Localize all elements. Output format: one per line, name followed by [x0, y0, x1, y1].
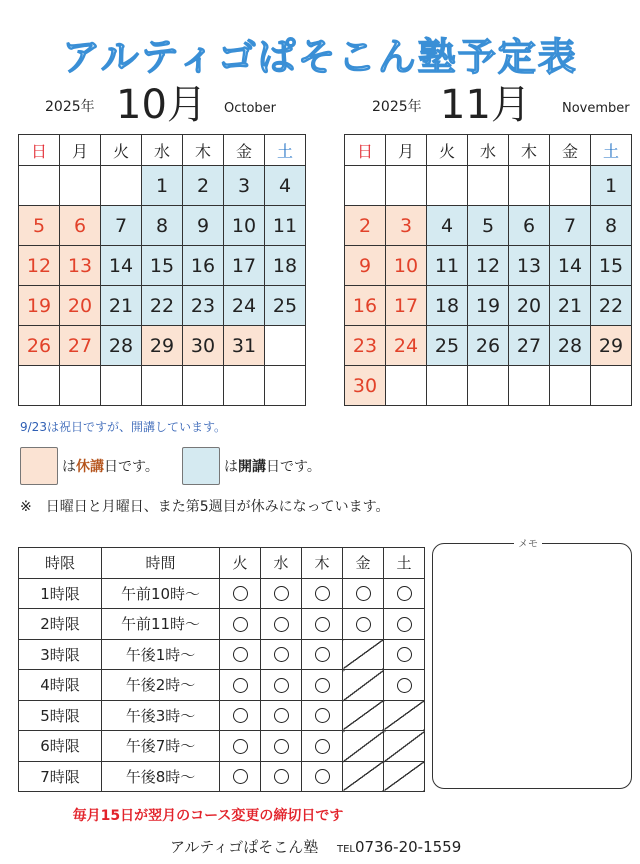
available-mark-icon — [233, 678, 248, 693]
slot-available — [343, 609, 384, 640]
weekday-header: 金 — [224, 135, 265, 166]
slot-available — [220, 609, 261, 640]
weekday-header: 日 — [345, 135, 386, 166]
available-mark-icon — [397, 647, 412, 662]
calendar-day — [101, 366, 142, 406]
calendar-day: 24 — [386, 326, 427, 366]
holiday-note: 9/23は祝日ですが、開講しています。 — [20, 420, 226, 434]
available-mark-icon — [233, 647, 248, 662]
calendar-day: 23 — [345, 326, 386, 366]
slot-available — [384, 639, 425, 670]
calendar-day — [550, 366, 591, 406]
schedule-header: 水 — [261, 548, 302, 579]
available-mark-icon — [274, 708, 289, 723]
closed-swatch — [20, 447, 58, 485]
calendar-day: 12 — [468, 246, 509, 286]
calendar-day: 23 — [183, 286, 224, 326]
calendar-day: 28 — [101, 326, 142, 366]
calendar-day: 20 — [509, 286, 550, 326]
period-cell: 5時限 — [19, 700, 102, 731]
slot-available — [302, 700, 343, 731]
period-cell: 3時限 — [19, 639, 102, 670]
calendar-day — [19, 166, 60, 206]
time-cell: 午前10時〜 — [102, 578, 220, 609]
calendar-day: 29 — [591, 326, 632, 366]
available-mark-icon — [315, 769, 330, 784]
calendar-day — [591, 366, 632, 406]
calendar-day — [60, 166, 101, 206]
time-cell: 午前11時〜 — [102, 609, 220, 640]
schedule-row — [19, 578, 425, 609]
available-mark-icon — [397, 678, 412, 693]
calendar-day — [345, 166, 386, 206]
weekday-header: 火 — [101, 135, 142, 166]
calendar-day: 16 — [183, 246, 224, 286]
weekday-header: 木 — [183, 135, 224, 166]
slot-available — [261, 639, 302, 670]
available-mark-icon — [274, 739, 289, 754]
calendar-day: 29 — [142, 326, 183, 366]
calendar-day: 7 — [550, 206, 591, 246]
calendar-day: 19 — [19, 286, 60, 326]
open-prefix: は — [224, 459, 238, 475]
calendar-day — [60, 366, 101, 406]
october-year: 2025年 — [45, 99, 95, 115]
memo-label: メモ — [514, 535, 542, 550]
calendar-day: 15 — [142, 246, 183, 286]
calendar-day: 26 — [19, 326, 60, 366]
slot-available — [261, 578, 302, 609]
schedule-header: 時限 — [19, 548, 102, 579]
weekday-header: 木 — [509, 135, 550, 166]
weekday-header: 火 — [427, 135, 468, 166]
weekday-header: 水 — [468, 135, 509, 166]
slot-unavailable — [343, 761, 384, 792]
weekday-header: 日 — [19, 135, 60, 166]
slot-unavailable — [384, 731, 425, 762]
closed-prefix: は — [62, 459, 76, 475]
slot-available — [261, 670, 302, 701]
available-mark-icon — [274, 769, 289, 784]
slot-available — [220, 578, 261, 609]
calendar-day — [19, 366, 60, 406]
calendar-day: 1 — [591, 166, 632, 206]
memo-box — [432, 543, 632, 789]
slot-available — [261, 609, 302, 640]
calendar-day — [509, 166, 550, 206]
available-mark-icon — [315, 678, 330, 693]
calendar-day: 19 — [468, 286, 509, 326]
slot-available — [220, 731, 261, 762]
calendar-day: 18 — [427, 286, 468, 326]
available-mark-icon — [315, 708, 330, 723]
time-cell: 午後7時〜 — [102, 731, 220, 762]
available-mark-icon — [397, 586, 412, 601]
calendar-day — [101, 166, 142, 206]
tel-label: TEL — [336, 844, 355, 855]
november-year: 2025年 — [372, 99, 422, 115]
weekday-header: 水 — [142, 135, 183, 166]
november-month: 11月 — [440, 82, 531, 128]
time-cell: 午後1時〜 — [102, 639, 220, 670]
available-mark-icon — [274, 617, 289, 632]
calendar-day: 14 — [101, 246, 142, 286]
calendar-day — [427, 366, 468, 406]
closed-suffix: 日です。 — [104, 459, 159, 475]
calendar-day — [265, 326, 306, 366]
time-cell: 午後2時〜 — [102, 670, 220, 701]
slot-available — [343, 578, 384, 609]
november-header — [344, 82, 634, 130]
calendar-day: 17 — [386, 286, 427, 326]
calendar-day: 27 — [509, 326, 550, 366]
slot-available — [384, 670, 425, 701]
available-mark-icon — [274, 647, 289, 662]
slot-available — [220, 700, 261, 731]
calendar-day: 22 — [142, 286, 183, 326]
calendar-day: 9 — [345, 246, 386, 286]
schedule-row — [19, 639, 425, 670]
closed-keyword: 休講 — [76, 459, 104, 475]
calendar-day — [265, 366, 306, 406]
calendar-day: 21 — [550, 286, 591, 326]
calendar-day: 24 — [224, 286, 265, 326]
calendar-day: 31 — [224, 326, 265, 366]
calendar-day: 14 — [550, 246, 591, 286]
available-mark-icon — [274, 678, 289, 693]
october-month: 10月 — [116, 82, 207, 128]
calendar-day — [386, 366, 427, 406]
calendar-day — [386, 166, 427, 206]
calendar-day — [224, 366, 265, 406]
calendar-day: 9 — [183, 206, 224, 246]
calendar-day: 6 — [60, 206, 101, 246]
slot-unavailable — [384, 761, 425, 792]
slot-unavailable — [384, 700, 425, 731]
available-mark-icon — [315, 739, 330, 754]
schedule-row — [19, 670, 425, 701]
available-mark-icon — [356, 586, 371, 601]
slot-available — [302, 609, 343, 640]
calendar-day: 4 — [265, 166, 306, 206]
calendar-day: 13 — [509, 246, 550, 286]
slot-available — [220, 761, 261, 792]
slot-unavailable — [343, 731, 384, 762]
calendar-day: 17 — [224, 246, 265, 286]
closure-rule-note: ※ 日曜日と月曜日、また第5週目が休みになっています。 — [20, 499, 390, 515]
weekday-header: 月 — [60, 135, 101, 166]
slot-available — [302, 639, 343, 670]
calendar-day: 2 — [345, 206, 386, 246]
period-cell: 2時限 — [19, 609, 102, 640]
slot-available — [220, 639, 261, 670]
calendar-day: 10 — [386, 246, 427, 286]
november-month-en: November — [562, 101, 630, 116]
calendar-day: 7 — [101, 206, 142, 246]
tel-number: 0736-20-1559 — [354, 838, 462, 856]
calendar-day: 15 — [591, 246, 632, 286]
open-suffix: 日です。 — [266, 459, 321, 475]
page-title: アルティゴぱそこん塾予定表 — [62, 35, 578, 79]
calendar-day: 5 — [19, 206, 60, 246]
legend-closed — [20, 446, 159, 486]
calendar-day: 1 — [142, 166, 183, 206]
slot-available — [384, 609, 425, 640]
open-swatch — [182, 447, 220, 485]
october-header — [18, 82, 308, 130]
calendar-day: 25 — [427, 326, 468, 366]
schedule-row — [19, 700, 425, 731]
weekday-header: 金 — [550, 135, 591, 166]
calendar-day: 3 — [386, 206, 427, 246]
calendar-day: 30 — [183, 326, 224, 366]
slot-available — [220, 670, 261, 701]
schedule-row — [19, 731, 425, 762]
schedule-header: 土 — [384, 548, 425, 579]
available-mark-icon — [274, 586, 289, 601]
calendar-day: 25 — [265, 286, 306, 326]
calendar-day: 30 — [345, 366, 386, 406]
calendar-day: 11 — [427, 246, 468, 286]
slot-unavailable — [343, 670, 384, 701]
calendar-day: 28 — [550, 326, 591, 366]
available-mark-icon — [233, 708, 248, 723]
deadline-note: 毎月15日が翌月のコース変更の締切日です — [72, 808, 344, 824]
calendar-day: 6 — [509, 206, 550, 246]
calendar-day — [468, 166, 509, 206]
time-cell: 午後8時〜 — [102, 761, 220, 792]
available-mark-icon — [315, 647, 330, 662]
calendar-day: 8 — [591, 206, 632, 246]
calendar-day: 18 — [265, 246, 306, 286]
open-keyword: 開講 — [238, 459, 266, 475]
calendar-day: 3 — [224, 166, 265, 206]
period-cell: 4時限 — [19, 670, 102, 701]
class-schedule-table — [18, 547, 425, 792]
slot-available — [302, 761, 343, 792]
calendar-day: 11 — [265, 206, 306, 246]
slot-available — [261, 761, 302, 792]
slot-unavailable — [343, 700, 384, 731]
footer — [170, 836, 461, 857]
calendar-day — [550, 166, 591, 206]
calendar-day — [427, 166, 468, 206]
period-cell: 7時限 — [19, 761, 102, 792]
available-mark-icon — [233, 769, 248, 784]
calendar-day — [509, 366, 550, 406]
schedule-row — [19, 609, 425, 640]
calendar-day: 10 — [224, 206, 265, 246]
available-mark-icon — [233, 739, 248, 754]
calendar-day: 4 — [427, 206, 468, 246]
weekday-header: 月 — [386, 135, 427, 166]
weekday-header: 土 — [265, 135, 306, 166]
schedule-row — [19, 761, 425, 792]
november-calendar — [344, 134, 632, 406]
schedule-header: 金 — [343, 548, 384, 579]
available-mark-icon — [233, 586, 248, 601]
slot-available — [261, 731, 302, 762]
october-calendar — [18, 134, 306, 406]
calendar-day: 27 — [60, 326, 101, 366]
slot-available — [261, 700, 302, 731]
available-mark-icon — [315, 586, 330, 601]
calendar-day: 12 — [19, 246, 60, 286]
calendar-day: 8 — [142, 206, 183, 246]
legend-open — [182, 446, 321, 486]
time-cell: 午後3時〜 — [102, 700, 220, 731]
period-cell: 6時限 — [19, 731, 102, 762]
available-mark-icon — [233, 617, 248, 632]
slot-available — [384, 578, 425, 609]
schedule-header: 時間 — [102, 548, 220, 579]
weekday-header: 土 — [591, 135, 632, 166]
calendar-day: 5 — [468, 206, 509, 246]
period-cell: 1時限 — [19, 578, 102, 609]
slot-available — [302, 731, 343, 762]
calendar-day: 2 — [183, 166, 224, 206]
calendar-day: 21 — [101, 286, 142, 326]
slot-available — [302, 578, 343, 609]
available-mark-icon — [397, 617, 412, 632]
available-mark-icon — [315, 617, 330, 632]
calendar-day: 22 — [591, 286, 632, 326]
calendar-day — [183, 366, 224, 406]
available-mark-icon — [356, 617, 371, 632]
slot-available — [302, 670, 343, 701]
calendar-day — [142, 366, 183, 406]
schedule-header: 火 — [220, 548, 261, 579]
slot-unavailable — [343, 639, 384, 670]
school-name: アルティゴぱそこん塾 — [170, 838, 319, 856]
calendar-day — [468, 366, 509, 406]
calendar-day: 20 — [60, 286, 101, 326]
calendar-day: 13 — [60, 246, 101, 286]
schedule-header: 木 — [302, 548, 343, 579]
calendar-day: 16 — [345, 286, 386, 326]
october-month-en: October — [224, 101, 277, 116]
calendar-day: 26 — [468, 326, 509, 366]
